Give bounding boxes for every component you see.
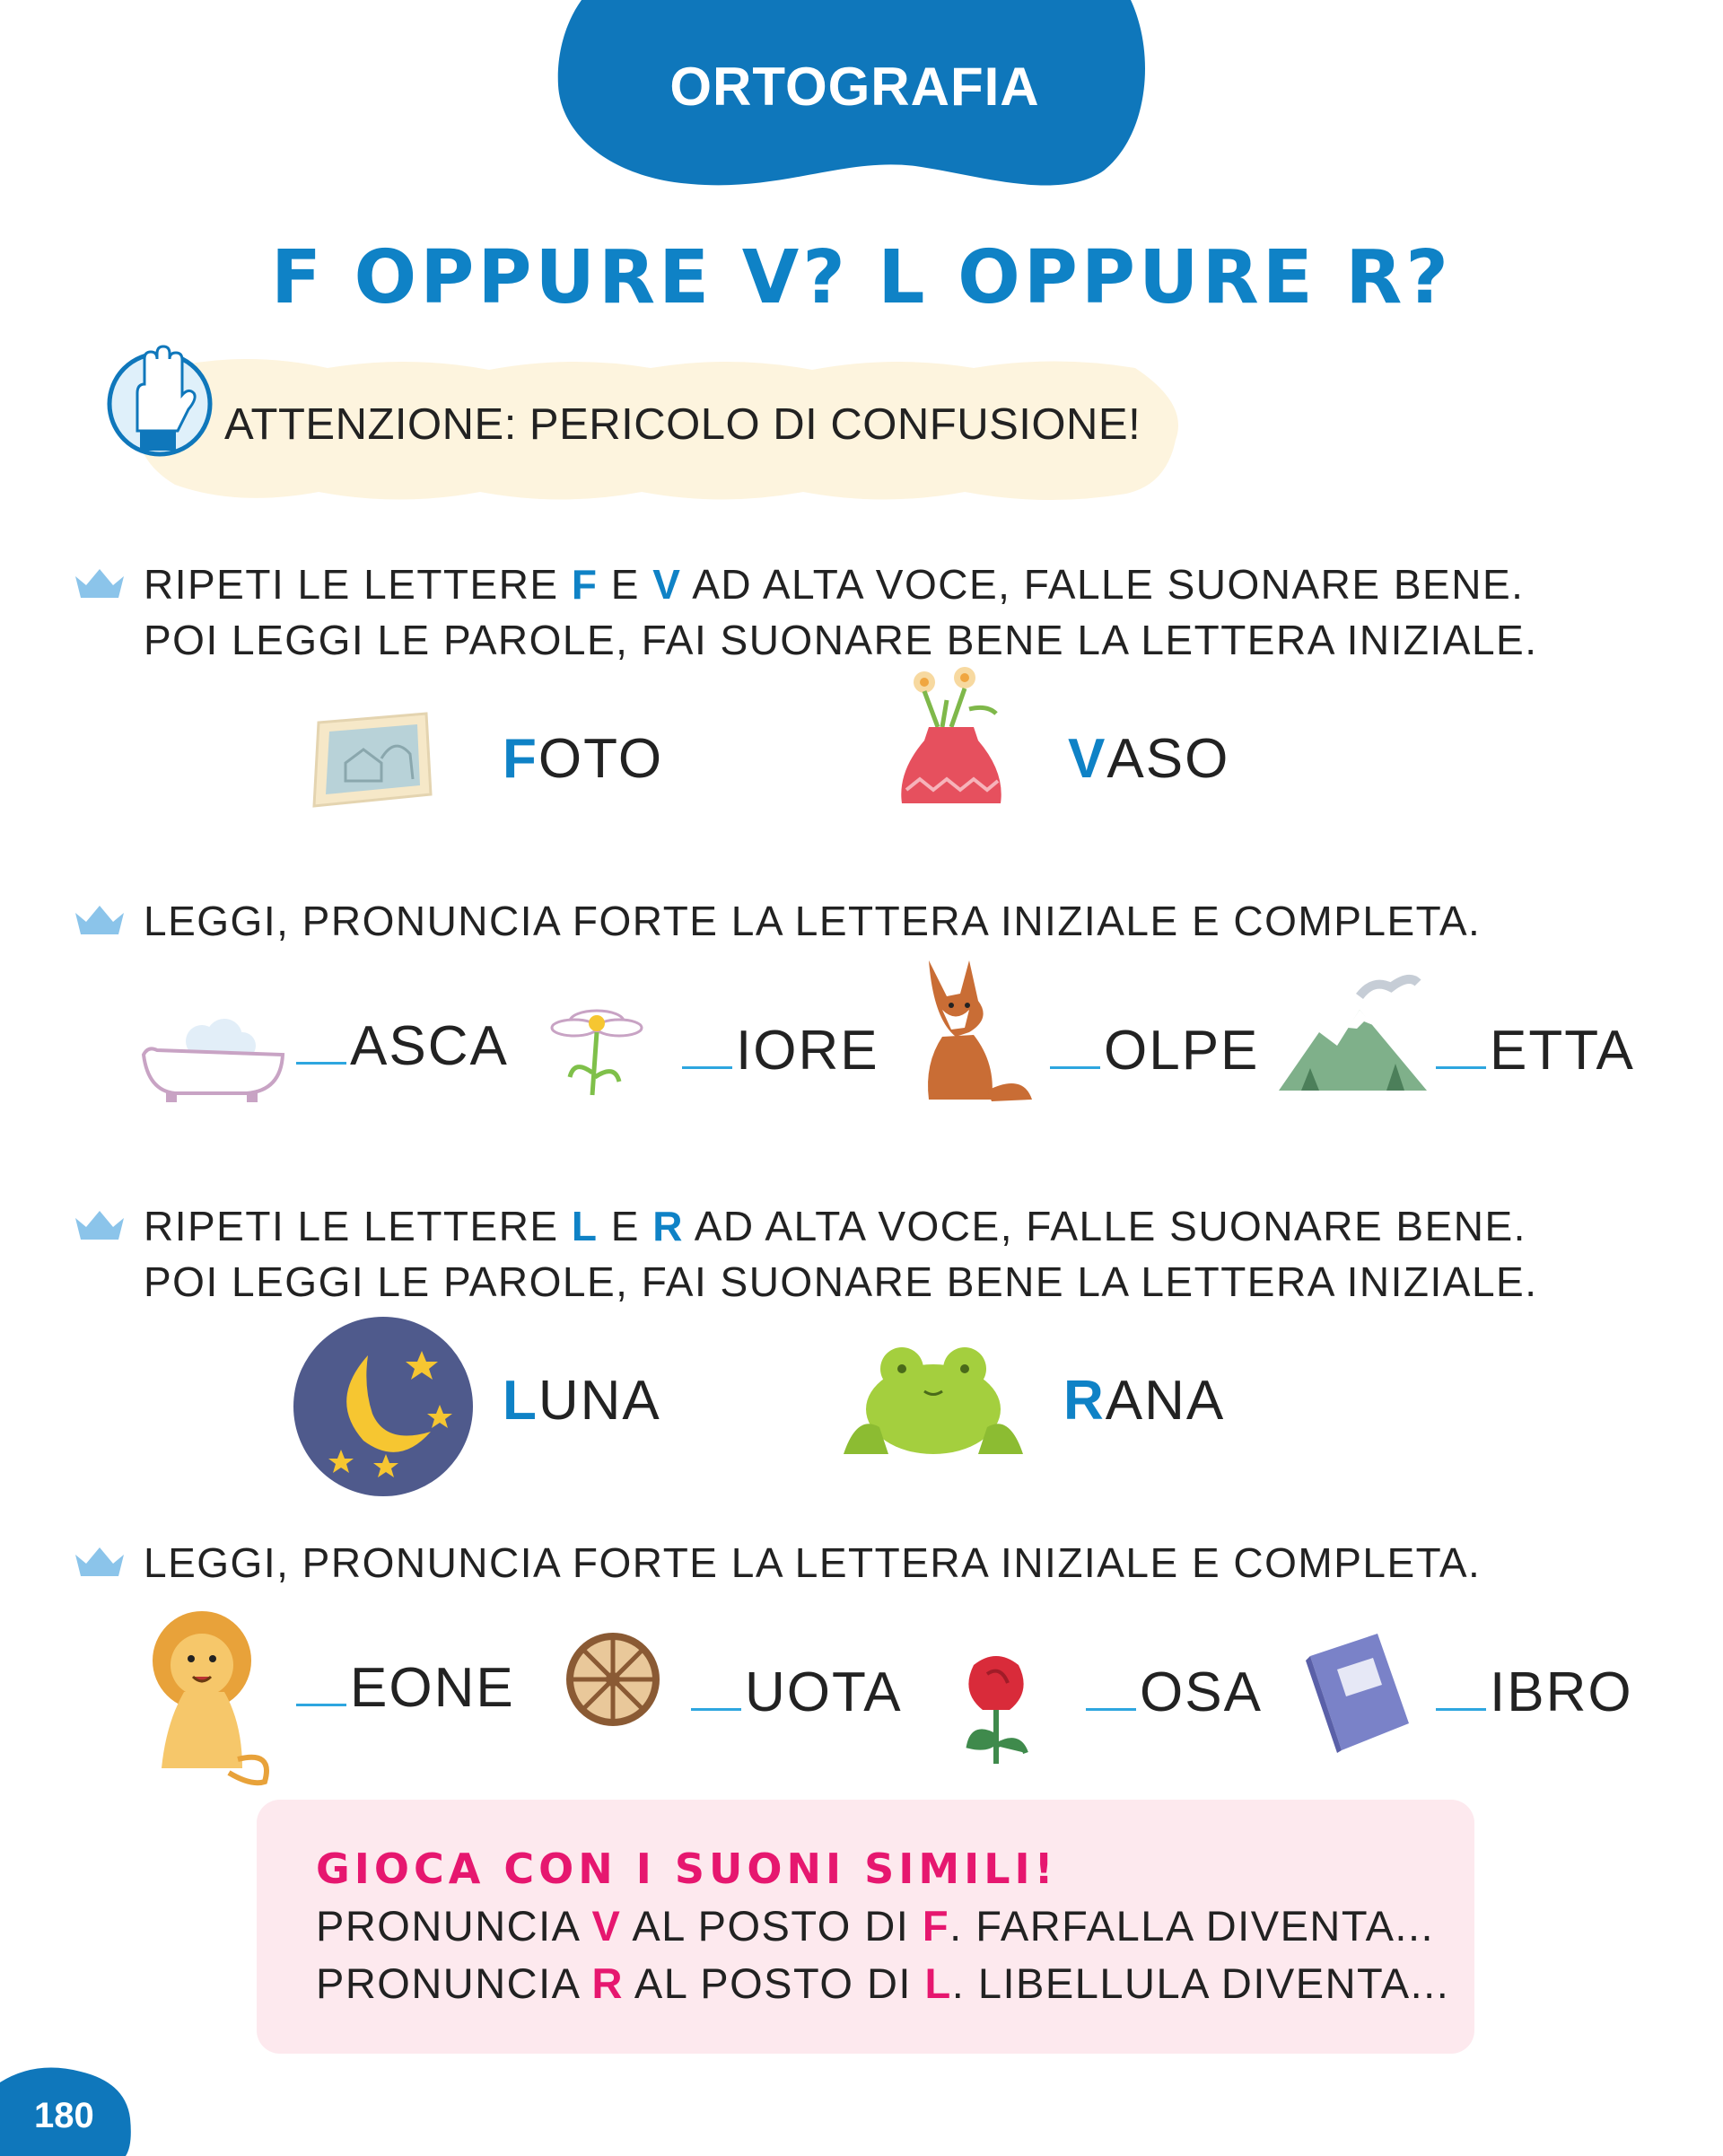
crown-icon xyxy=(72,1207,127,1243)
crown-icon xyxy=(72,902,127,938)
lion-icon xyxy=(139,1607,292,1786)
answer-blank[interactable] xyxy=(1050,1065,1100,1069)
word-leone-blank: EONE xyxy=(296,1656,515,1720)
page-number: 180 xyxy=(34,2096,94,2135)
letter-l: L xyxy=(571,1203,599,1249)
word-vasca-blank: ASCA xyxy=(296,1014,509,1078)
word-foto: FOTO xyxy=(503,728,664,790)
answer-blank[interactable] xyxy=(1436,1065,1486,1069)
attention-text: ATTENZIONE: PERICOLO DI CONFUSIONE! xyxy=(224,400,1141,449)
bathtub-icon xyxy=(139,1005,287,1104)
word-libro-blank: IBRO xyxy=(1436,1661,1633,1724)
crown-icon xyxy=(72,1544,127,1580)
answer-blank[interactable] xyxy=(1436,1707,1486,1711)
section-header: ORTOGRAFIA xyxy=(669,57,1040,117)
vase-icon xyxy=(888,664,1014,808)
instruction-2: LEGGI, PRONUNCIA FORTE LA LETTERA INIZIALE E COMPLETA. xyxy=(144,898,1482,944)
answer-blank[interactable] xyxy=(1086,1707,1136,1711)
game-title: GIOCA CON I SUONI SIMILI! xyxy=(316,1845,1058,1893)
hand-icon xyxy=(106,341,214,467)
game-line-2: PRONUNCIA R AL POSTO DI L. LIBELLULA DIVENTA... xyxy=(316,1959,1450,2007)
mountain-icon xyxy=(1274,969,1431,1095)
photo-icon xyxy=(310,709,435,812)
word-volpe-blank: OLPE xyxy=(1050,1019,1259,1082)
word-rana: RANA xyxy=(1063,1370,1226,1432)
rose-icon xyxy=(956,1647,1036,1768)
letter-r: R xyxy=(652,1203,684,1249)
word-ruota-blank: UOTA xyxy=(691,1661,903,1724)
flower-icon xyxy=(543,1005,651,1104)
letter-f: F xyxy=(571,561,599,608)
game-line-1: PRONUNCIA V AL POSTO DI F. FARFALLA DIVENTA... xyxy=(316,1902,1435,1950)
instruction-3: RIPETI LE LETTERE L E R AD ALTA VOCE, FALLE SUONARE BENE. POI LEGGI LE PAROLE, FAI SUONARE BENE LA LETTERA INIZIALE. xyxy=(144,1203,1538,1305)
fox-icon xyxy=(906,956,1032,1104)
book-icon xyxy=(1301,1629,1418,1755)
answer-blank[interactable] xyxy=(296,1061,346,1065)
answer-blank[interactable] xyxy=(691,1707,741,1711)
answer-blank[interactable] xyxy=(296,1703,346,1706)
word-luna: LUNA xyxy=(503,1370,661,1432)
word-vetta-blank: ETTA xyxy=(1436,1019,1635,1082)
word-rosa-blank: OSA xyxy=(1086,1661,1263,1724)
instruction-1: RIPETI LE LETTERE F E V AD ALTA VOCE, FALLE SUONARE BENE. POI LEGGI LE PAROLE, FAI SUONARE BENE LA LETTERA INIZIALE. xyxy=(144,561,1538,663)
frog-icon xyxy=(839,1342,1028,1459)
page-title: F OPPURE V? L OPPURE R? xyxy=(270,235,1453,320)
instruction-4: LEGGI, PRONUNCIA FORTE LA LETTERA INIZIALE E COMPLETA. xyxy=(144,1539,1482,1586)
word-fiore-blank: IORE xyxy=(682,1019,879,1082)
moon-icon xyxy=(287,1315,480,1499)
letter-v: V xyxy=(652,561,682,608)
crown-icon xyxy=(72,565,127,601)
wheel-icon xyxy=(565,1632,660,1727)
answer-blank[interactable] xyxy=(682,1065,732,1069)
word-vaso: VASO xyxy=(1068,728,1230,790)
